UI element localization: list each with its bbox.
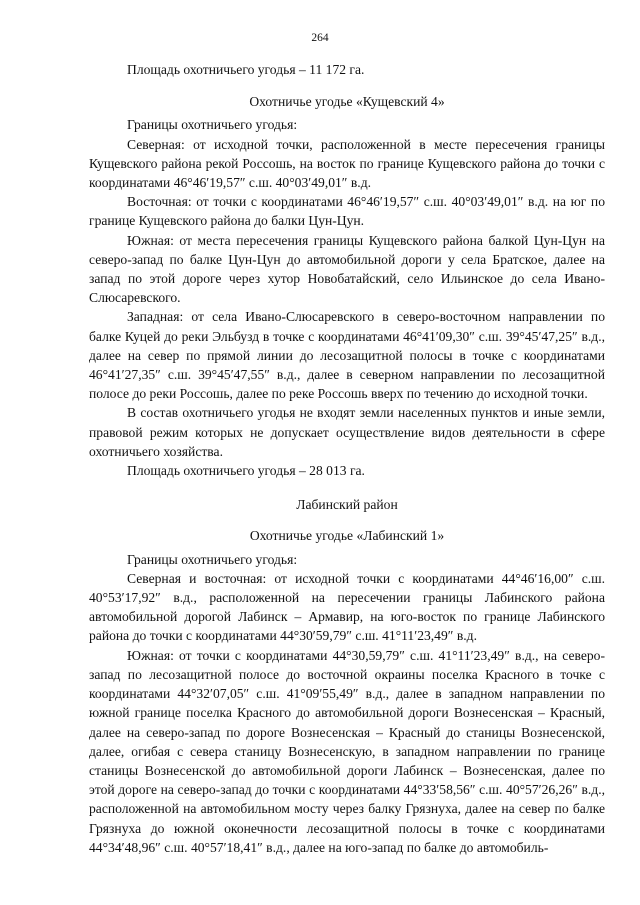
east-boundary-paragraph: Восточная: от точки с координатами 46°46′19,57″ с.ш. 40°03′49,01″ в.д. на юг по границе Кущевского района до балки Цун-Цун.: [89, 194, 605, 229]
section-heading: Охотничье угодье «Кущевский 4»: [249, 94, 445, 110]
boundaries-intro: Границы охотничьего угодья:: [127, 551, 298, 567]
area-statement: Площадь охотничьего угодья – 11 172 га.: [127, 62, 365, 77]
north-boundary-paragraph: Северная: от исходной точки, расположенной в месте пересечения границы Кущевского района рекой Россошь, на восток по границе Кущевского района до точки с координатами 46°46′19,57″ с.ш. 40°03′49,01″ в.д.: [89, 136, 605, 191]
west-boundary-paragraph: Западная: от села Ивано-Слюсаревского в северо-восточном направлении по балке Куцей до реки Эльбузд в точке с координатами 46°41′09,30″ с.ш. 39°45′47,25″ в.д., далее на север по прямой линии до лесозащитной полосы в точке с координатами 46°41′27,35″ с.ш. 39°45′47,55″ в.д., далее в северном направлении по лесозащитной полосе до реки Россошь, далее по реке Россошь вверх по течению до исходной точки.: [89, 309, 605, 402]
page-number: 264: [311, 32, 329, 44]
section-heading: Охотничье угодье «Лабинский 1»: [249, 528, 445, 544]
south-boundary-paragraph: Южная: от места пересечения границы Кущевского района балкой Цун-Цун на северо-запад по балке Цун-Цун до автомобильной дороги у села Братское, далее на запад по этой дороге через хутор Новобатайский, село Ильинское до села Ивано-Слюсаревского.: [89, 232, 605, 306]
district-heading: Лабинский район: [296, 497, 398, 513]
south-boundary-paragraph: Южная: от точки с координатами 44°30,59,79″ с.ш. 41°11′23,49″ в.д., на северо-запад по лесозащитной полосе до восточной окраины поселка Красного в точке с координатами 44°32′07,05″ с.ш. 41°09′55,49″ в.д., далее в западном направлении по южной границе поселка Красного до автомобильной дороги Вознесенская – Красный, далее на северо-запад по дороге Вознесенская – Красный до станицы Вознесенской, далее, огибая с севера станицу Вознесенскую, в западном направлении по границе станицы Вознесенской до автомобильной дороги Лабинск – Вознесенская, далее по этой дороге на северо-запад до точки с координатами 44°33′58,56″ с.ш. 40°57′26,26″ в.д., расположенной на автомобильном мосту через балку Грязнуха, далее на север по балке Грязнуха до южной оконечности лесозащитной полосы в точке с координатами 44°34′48,96″ с.ш. 40°57′18,41″ в.д., далее на юго-запад по балке до автомобиль-: [89, 647, 605, 855]
north-east-boundary-paragraph: Северная и восточная: от исходной точки с координатами 44°46′16,00″ с.ш. 40°53′17,92″ в.д., расположенной на пересечении границы Лабинского района автомобильной дорогой Лабинск – Армавир, на юго-восток по границе Лабинского района до точки с координатами 44°30′59,79″ с.ш. 41°11′23,49″ в.д.: [89, 570, 605, 644]
exclusions-paragraph: В состав охотничьего угодья не входят земли населенных пунктов и иные земли, правовой режим которых не допускает осуществление видов деятельности в сфере охотничьего хозяйства.: [89, 405, 605, 459]
boundaries-intro: Границы охотничьего угодья:: [127, 117, 298, 133]
document-body: [89, 60, 605, 857]
area-statement: Площадь охотничьего угодья – 28 013 га.: [127, 463, 365, 479]
